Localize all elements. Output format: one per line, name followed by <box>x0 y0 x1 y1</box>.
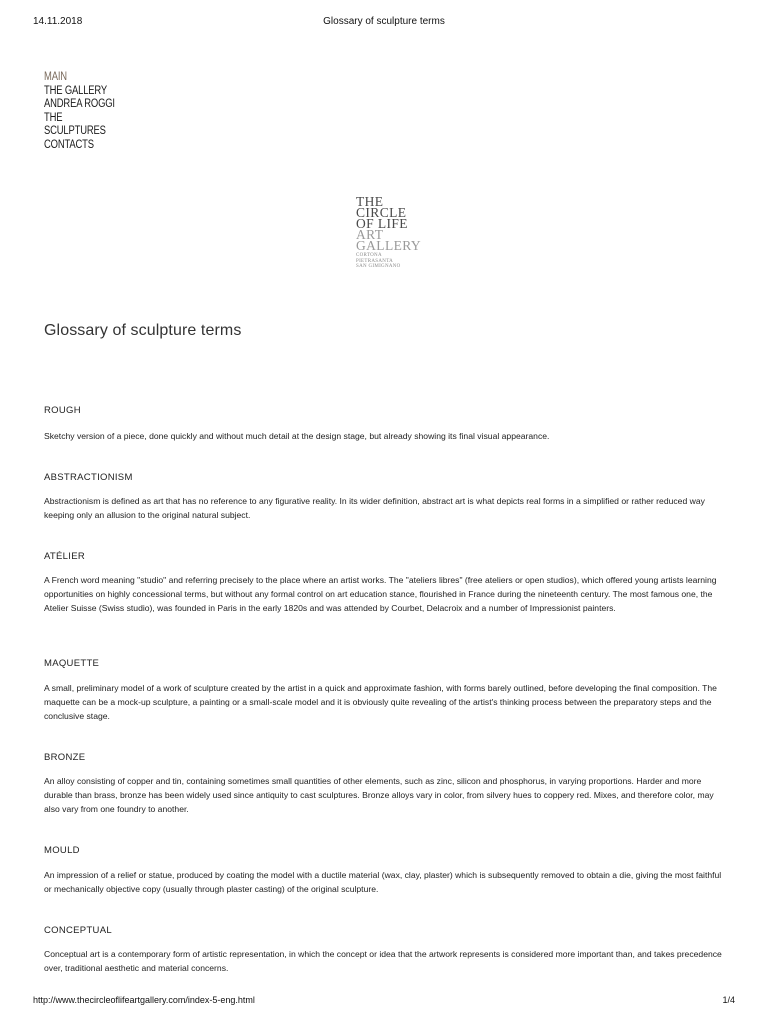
logo-line: ART <box>356 227 384 242</box>
logo-city: PIETRASANTA <box>356 258 394 264</box>
nav-item-andrea-roggi[interactable]: ANDREA ROGGI <box>44 98 115 111</box>
glossary-entry <box>44 925 726 976</box>
logo-city: SAN GIMIGNANO <box>356 264 401 269</box>
nav-item-sculptures[interactable]: SCULPTURES <box>44 125 106 138</box>
print-url: http://www.thecircleoflifeartgallery.com/index-5-eng.html <box>33 995 255 1005</box>
term-heading: BRONZE <box>44 752 86 763</box>
glossary-entry <box>44 752 726 816</box>
print-page-number: 1/4 <box>722 995 735 1005</box>
glossary-entry <box>44 405 726 444</box>
print-doc-title: Glossary of sculpture terms <box>323 16 445 27</box>
logo-cities <box>356 253 421 270</box>
nav-item-main[interactable]: MAIN <box>44 71 67 83</box>
nav-item-the-gallery[interactable]: THE GALLERY <box>44 84 108 97</box>
term-definition: A French word meaning "studio" and referring precisely to the place where an artist works. The "ateliers libres" (free ateliers or open studios), which offered young artists learning opportunities on highly concessional terms, but without any formal control on art education stance, flourished in France during the nineteenth century. The most famous one, the Atelier Suisse (Swiss studio), was founded in Paris in the early 1820s and was attended by Courbet, Delacroix and a number of Impressionist painters. <box>44 575 717 613</box>
term-heading: ABSTRACTIONISM <box>44 472 133 483</box>
print-footer <box>33 995 735 1009</box>
term-definition: A small, preliminary model of a work of sculpture created by the artist in a quick and approximate fashion, with forms barely outlined, before developing the final composition. The maquette can be a mock-up sculpture, a painting or a small-scale model and it is obviously quite revealing of the artist's thinking process between the preparatory steps and the conclusive stage. <box>44 683 717 721</box>
glossary-entry <box>44 658 726 723</box>
term-heading: ATÉLIER <box>44 551 85 562</box>
term-definition: Sketchy version of a piece, done quickly and without much detail at the design stage, but already showing its final visual appearance. <box>44 431 550 441</box>
logo-line: GALLERY <box>356 238 422 253</box>
logo-city: CORTONA <box>356 253 382 258</box>
page-title: Glossary of sculpture terms <box>44 322 242 339</box>
term-definition: Abstractionism is defined as art that has no reference to any figurative reality. In its wider definition, abstract art is what depicts real forms in a simplified or rather reduced way keeping only an allusion to the original natural subject. <box>44 496 705 520</box>
print-date: 14.11.2018 <box>33 16 83 27</box>
main-nav <box>44 71 130 153</box>
term-heading: MOULD <box>44 845 80 856</box>
term-definition: An impression of a relief or statue, produced by coating the model with a ductile material (wax, clay, plaster) which is subsequently removed to obtain a die, giving the most faithful or mechanically objective copy (usually through plaster casting) of the original sculpture. <box>44 870 722 894</box>
gallery-logo[interactable] <box>356 196 421 270</box>
print-header <box>33 16 735 30</box>
term-heading: MAQUETTE <box>44 658 100 669</box>
logo-line: CIRCLE <box>356 205 407 220</box>
nav-item-contacts[interactable]: CONTACTS <box>44 138 94 151</box>
nav-item-the[interactable]: THE <box>44 111 63 124</box>
logo-line: THE <box>356 194 384 209</box>
term-definition: Conceptual art is a contemporary form of artistic representation, in which the concept or idea that the artwork represents is considered more important than, and takes precedence over, traditional aesthetic and material concerns. <box>44 949 722 973</box>
term-heading: CONCEPTUAL <box>44 925 112 936</box>
logo-line: OF LIFE <box>356 216 408 231</box>
glossary-entry <box>44 551 726 615</box>
glossary-entry <box>44 472 726 523</box>
glossary-entry <box>44 845 726 897</box>
term-definition: An alloy consisting of copper and tin, containing sometimes small quantities of other elements, such as zinc, silicon and phosphorus, in varying proportions. Harder and more durable than brass, bronze has been widely used since antiquity to cast sculptures. Bronze alloys vary in color, from silvery hues to coppery red. Mixes, and therefore color, may also vary from one foundry to another. <box>44 776 714 814</box>
term-heading: ROUGH <box>44 405 81 416</box>
